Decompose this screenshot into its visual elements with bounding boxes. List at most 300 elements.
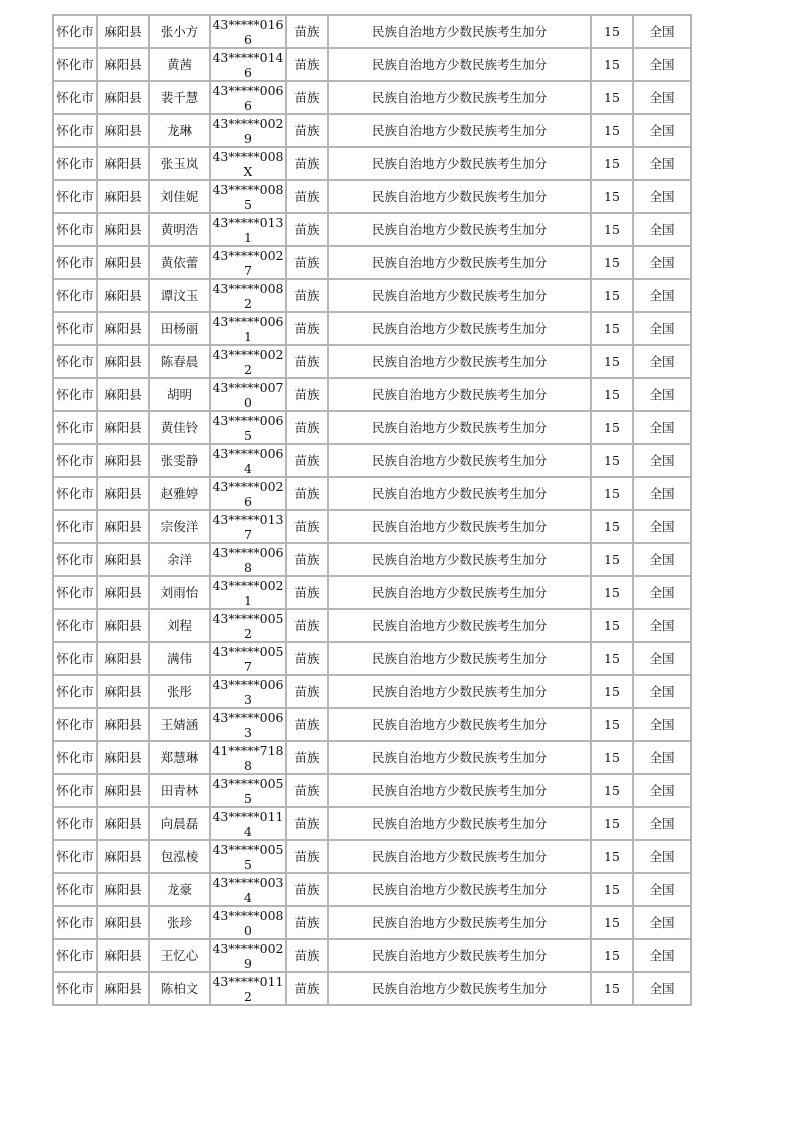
county-cell: 麻阳县 (97, 180, 149, 213)
table-row (53, 246, 691, 279)
city-cell: 怀化市 (53, 180, 97, 213)
scope-cell: 全国 (633, 378, 691, 411)
scope-cell: 全国 (633, 114, 691, 147)
bonus-category-cell: 民族自治地方少数民族考生加分 (328, 840, 591, 873)
bonus-points-cell: 15 (591, 477, 633, 510)
bonus-category-cell: 民族自治地方少数民族考生加分 (328, 213, 591, 246)
id-number-cell (210, 279, 286, 312)
city-cell: 怀化市 (53, 708, 97, 741)
ethnicity-cell: 苗族 (286, 345, 328, 378)
table-row (53, 147, 691, 180)
county-cell: 麻阳县 (97, 477, 149, 510)
table-row (53, 939, 691, 972)
name-cell: 陈柏文 (149, 972, 210, 1005)
id-number-last-digit: 7 (244, 526, 252, 542)
city-cell: 怀化市 (53, 906, 97, 939)
city-cell: 怀化市 (53, 411, 97, 444)
id-number-cell (210, 48, 286, 81)
city-cell: 怀化市 (53, 48, 97, 81)
bonus-points-cell: 15 (591, 774, 633, 807)
city-cell: 怀化市 (53, 345, 97, 378)
city-cell: 怀化市 (53, 939, 97, 972)
ethnicity-cell: 苗族 (286, 147, 328, 180)
id-number-cell (210, 642, 286, 675)
name-cell: 王婧涵 (149, 708, 210, 741)
bonus-category-cell: 民族自治地方少数民族考生加分 (328, 180, 591, 213)
county-cell: 麻阳县 (97, 213, 149, 246)
scope-cell: 全国 (633, 609, 691, 642)
bonus-category-cell: 民族自治地方少数民族考生加分 (328, 279, 591, 312)
county-cell: 麻阳县 (97, 741, 149, 774)
ethnicity-cell: 苗族 (286, 312, 328, 345)
city-cell: 怀化市 (53, 477, 97, 510)
id-number-part: 43*****011 (212, 973, 284, 989)
id-number-part: 43*****007 (212, 379, 284, 395)
id-number-cell (210, 180, 286, 213)
table-row (53, 378, 691, 411)
table-row (53, 444, 691, 477)
city-cell: 怀化市 (53, 147, 97, 180)
name-cell: 黄依蕾 (149, 246, 210, 279)
name-cell: 张小方 (149, 15, 210, 48)
name-cell: 向晨磊 (149, 807, 210, 840)
id-number-cell (210, 774, 286, 807)
bonus-points-cell: 15 (591, 411, 633, 444)
ethnicity-cell: 苗族 (286, 972, 328, 1005)
table-row (53, 213, 691, 246)
id-number-last-digit: 4 (244, 460, 252, 476)
bonus-category-cell: 民族自治地方少数民族考生加分 (328, 378, 591, 411)
name-cell: 龙琳 (149, 114, 210, 147)
scope-cell: 全国 (633, 873, 691, 906)
table-row (53, 741, 691, 774)
city-cell: 怀化市 (53, 378, 97, 411)
name-cell: 赵雅婷 (149, 477, 210, 510)
table-row (53, 114, 691, 147)
bonus-points-cell: 15 (591, 840, 633, 873)
id-number-part: 43*****006 (212, 412, 284, 428)
ethnicity-cell: 苗族 (286, 477, 328, 510)
name-cell: 满伟 (149, 642, 210, 675)
ethnicity-cell: 苗族 (286, 48, 328, 81)
bonus-points-cell: 15 (591, 345, 633, 378)
city-cell: 怀化市 (53, 807, 97, 840)
table-body (53, 15, 691, 1005)
scope-cell: 全国 (633, 411, 691, 444)
ethnicity-cell: 苗族 (286, 642, 328, 675)
id-number-last-digit: 5 (244, 790, 252, 806)
city-cell: 怀化市 (53, 246, 97, 279)
county-cell: 麻阳县 (97, 906, 149, 939)
table-row (53, 279, 691, 312)
scope-cell: 全国 (633, 312, 691, 345)
id-number-last-digit: 7 (244, 658, 252, 674)
county-cell: 麻阳县 (97, 279, 149, 312)
name-cell: 裴千慧 (149, 81, 210, 114)
bonus-points-cell: 15 (591, 642, 633, 675)
scope-cell: 全国 (633, 15, 691, 48)
ethnicity-cell: 苗族 (286, 906, 328, 939)
bonus-points-cell: 15 (591, 543, 633, 576)
bonus-points-cell: 15 (591, 48, 633, 81)
scope-cell: 全国 (633, 180, 691, 213)
city-cell: 怀化市 (53, 279, 97, 312)
table-row (53, 708, 691, 741)
bonus-points-cell: 15 (591, 15, 633, 48)
id-number-part: 43*****002 (212, 115, 284, 131)
id-number-part: 43*****008 (212, 907, 284, 923)
table-row (53, 477, 691, 510)
county-cell: 麻阳县 (97, 81, 149, 114)
id-number-part: 43*****016 (212, 16, 284, 32)
bonus-category-cell: 民族自治地方少数民族考生加分 (328, 81, 591, 114)
id-number-last-digit: 2 (244, 295, 252, 311)
county-cell: 麻阳县 (97, 609, 149, 642)
bonus-points-cell: 15 (591, 708, 633, 741)
id-number-cell (210, 609, 286, 642)
bonus-points-cell: 15 (591, 972, 633, 1005)
id-number-last-digit: 9 (244, 955, 252, 971)
ethnicity-cell: 苗族 (286, 543, 328, 576)
id-number-last-digit: X (243, 163, 253, 179)
id-number-part: 43*****005 (212, 610, 284, 626)
bonus-points-cell: 15 (591, 609, 633, 642)
id-number-last-digit: 5 (244, 196, 252, 212)
id-number-part: 43*****006 (212, 445, 284, 461)
scope-cell: 全国 (633, 510, 691, 543)
id-number-last-digit: 1 (244, 592, 252, 608)
id-number-part: 43*****013 (212, 214, 284, 230)
ethnicity-cell: 苗族 (286, 774, 328, 807)
id-number-cell (210, 477, 286, 510)
ethnicity-cell: 苗族 (286, 576, 328, 609)
ethnicity-cell: 苗族 (286, 444, 328, 477)
id-number-cell (210, 807, 286, 840)
id-number-last-digit: 2 (244, 988, 252, 1004)
bonus-category-cell: 民族自治地方少数民族考生加分 (328, 873, 591, 906)
name-cell: 郑慧琳 (149, 741, 210, 774)
city-cell: 怀化市 (53, 213, 97, 246)
id-number-cell (210, 147, 286, 180)
id-number-part: 43*****005 (212, 643, 284, 659)
bonus-category-cell: 民族自治地方少数民族考生加分 (328, 510, 591, 543)
id-number-last-digit: 4 (244, 889, 252, 905)
id-number-part: 43*****003 (212, 874, 284, 890)
id-number-part: 43*****002 (212, 247, 284, 263)
city-cell: 怀化市 (53, 510, 97, 543)
name-cell: 刘佳妮 (149, 180, 210, 213)
name-cell: 刘雨怡 (149, 576, 210, 609)
table-row (53, 48, 691, 81)
bonus-points-cell: 15 (591, 279, 633, 312)
bonus-category-cell: 民族自治地方少数民族考生加分 (328, 675, 591, 708)
ethnicity-cell: 苗族 (286, 741, 328, 774)
scope-cell: 全国 (633, 279, 691, 312)
name-cell: 黄佳铃 (149, 411, 210, 444)
county-cell: 麻阳县 (97, 576, 149, 609)
city-cell: 怀化市 (53, 81, 97, 114)
bonus-points-cell: 15 (591, 939, 633, 972)
id-number-cell (210, 114, 286, 147)
name-cell: 宗俊洋 (149, 510, 210, 543)
ethnicity-cell: 苗族 (286, 15, 328, 48)
table-row (53, 180, 691, 213)
table-row (53, 675, 691, 708)
name-cell: 谭汶玉 (149, 279, 210, 312)
id-number-last-digit: 6 (244, 31, 252, 47)
city-cell: 怀化市 (53, 444, 97, 477)
id-number-part: 43*****005 (212, 841, 284, 857)
county-cell: 麻阳县 (97, 939, 149, 972)
bonus-points-cell: 15 (591, 510, 633, 543)
bonus-category-cell: 民族自治地方少数民族考生加分 (328, 444, 591, 477)
id-number-part: 43*****013 (212, 511, 284, 527)
id-number-cell (210, 939, 286, 972)
county-cell: 麻阳县 (97, 873, 149, 906)
county-cell: 麻阳县 (97, 774, 149, 807)
bonus-category-cell: 民族自治地方少数民族考生加分 (328, 741, 591, 774)
table-row (53, 510, 691, 543)
ethnicity-cell: 苗族 (286, 279, 328, 312)
table-row (53, 543, 691, 576)
id-number-cell (210, 213, 286, 246)
city-cell: 怀化市 (53, 15, 97, 48)
table-row (53, 411, 691, 444)
bonus-points-cell: 15 (591, 444, 633, 477)
scope-cell: 全国 (633, 906, 691, 939)
id-number-last-digit: 0 (244, 922, 252, 938)
id-number-last-digit: 6 (244, 64, 252, 80)
id-number-last-digit: 3 (244, 691, 252, 707)
name-cell: 黄明浩 (149, 213, 210, 246)
id-number-part: 43*****006 (212, 313, 284, 329)
bonus-category-cell: 民族自治地方少数民族考生加分 (328, 15, 591, 48)
county-cell: 麻阳县 (97, 345, 149, 378)
county-cell: 麻阳县 (97, 510, 149, 543)
bonus-points-cell: 15 (591, 576, 633, 609)
ethnicity-cell: 苗族 (286, 840, 328, 873)
id-number-last-digit: 3 (244, 724, 252, 740)
id-number-part: 43*****002 (212, 577, 284, 593)
bonus-points-cell: 15 (591, 213, 633, 246)
scope-cell: 全国 (633, 675, 691, 708)
id-number-cell (210, 741, 286, 774)
ethnicity-cell: 苗族 (286, 675, 328, 708)
name-cell: 田青林 (149, 774, 210, 807)
bonus-points-cell: 15 (591, 906, 633, 939)
county-cell: 麻阳县 (97, 147, 149, 180)
table-row (53, 840, 691, 873)
id-number-part: 43*****005 (212, 775, 284, 791)
scope-cell: 全国 (633, 939, 691, 972)
ethnicity-cell: 苗族 (286, 807, 328, 840)
name-cell: 包泓棱 (149, 840, 210, 873)
bonus-category-cell: 民族自治地方少数民族考生加分 (328, 246, 591, 279)
bonus-points-cell: 15 (591, 378, 633, 411)
id-number-part: 43*****008 (212, 181, 284, 197)
scope-cell: 全国 (633, 642, 691, 675)
id-number-cell (210, 576, 286, 609)
city-cell: 怀化市 (53, 840, 97, 873)
id-number-part: 43*****014 (212, 49, 284, 65)
scope-cell: 全国 (633, 147, 691, 180)
id-number-last-digit: 8 (244, 757, 252, 773)
table-row (53, 642, 691, 675)
ethnicity-cell: 苗族 (286, 939, 328, 972)
county-cell: 麻阳县 (97, 840, 149, 873)
ethnicity-cell: 苗族 (286, 510, 328, 543)
scope-cell: 全国 (633, 477, 691, 510)
ethnicity-cell: 苗族 (286, 873, 328, 906)
county-cell: 麻阳县 (97, 378, 149, 411)
id-number-cell (210, 972, 286, 1005)
city-cell: 怀化市 (53, 675, 97, 708)
id-number-part: 43*****006 (212, 709, 284, 725)
ethnicity-cell: 苗族 (286, 180, 328, 213)
name-cell: 黄茜 (149, 48, 210, 81)
table-row (53, 906, 691, 939)
county-cell: 麻阳县 (97, 246, 149, 279)
name-cell: 陈春晨 (149, 345, 210, 378)
ethnicity-cell: 苗族 (286, 81, 328, 114)
county-cell: 麻阳县 (97, 48, 149, 81)
county-cell: 麻阳县 (97, 675, 149, 708)
id-number-cell (210, 378, 286, 411)
city-cell: 怀化市 (53, 741, 97, 774)
scope-cell: 全国 (633, 807, 691, 840)
name-cell: 余洋 (149, 543, 210, 576)
bonus-category-cell: 民族自治地方少数民族考生加分 (328, 807, 591, 840)
name-cell: 龙豪 (149, 873, 210, 906)
bonus-category-cell: 民族自治地方少数民族考生加分 (328, 609, 591, 642)
name-cell: 田杨丽 (149, 312, 210, 345)
id-number-part: 43*****008 (212, 148, 284, 164)
county-cell: 麻阳县 (97, 312, 149, 345)
bonus-category-cell: 民族自治地方少数民族考生加分 (328, 345, 591, 378)
id-number-part: 43*****008 (212, 280, 284, 296)
id-number-last-digit: 6 (244, 493, 252, 509)
id-number-last-digit: 1 (244, 229, 252, 245)
name-cell: 张玉岚 (149, 147, 210, 180)
id-number-last-digit: 0 (244, 394, 252, 410)
table-row (53, 972, 691, 1005)
bonus-category-cell: 民族自治地方少数民族考生加分 (328, 543, 591, 576)
table-row (53, 312, 691, 345)
county-cell: 麻阳县 (97, 543, 149, 576)
scope-cell: 全国 (633, 972, 691, 1005)
bonus-category-cell: 民族自治地方少数民族考生加分 (328, 411, 591, 444)
id-number-cell (210, 444, 286, 477)
bonus-points-cell: 15 (591, 81, 633, 114)
name-cell: 刘程 (149, 609, 210, 642)
scope-cell: 全国 (633, 81, 691, 114)
id-number-part: 43*****002 (212, 346, 284, 362)
bonus-points-cell: 15 (591, 312, 633, 345)
bonus-points-cell: 15 (591, 147, 633, 180)
id-number-last-digit: 2 (244, 361, 252, 377)
county-cell: 麻阳县 (97, 642, 149, 675)
id-number-last-digit: 5 (244, 427, 252, 443)
county-cell: 麻阳县 (97, 444, 149, 477)
id-number-last-digit: 6 (244, 97, 252, 113)
county-cell: 麻阳县 (97, 972, 149, 1005)
ethnicity-cell: 苗族 (286, 708, 328, 741)
scope-cell: 全国 (633, 213, 691, 246)
id-number-part: 43*****006 (212, 82, 284, 98)
ethnicity-cell: 苗族 (286, 246, 328, 279)
ethnicity-cell: 苗族 (286, 378, 328, 411)
bonus-category-cell: 民族自治地方少数民族考生加分 (328, 48, 591, 81)
bonus-category-cell: 民族自治地方少数民族考生加分 (328, 708, 591, 741)
bonus-points-cell: 15 (591, 246, 633, 279)
city-cell: 怀化市 (53, 609, 97, 642)
id-number-cell (210, 708, 286, 741)
table-row (53, 345, 691, 378)
scope-cell: 全国 (633, 708, 691, 741)
name-cell: 胡明 (149, 378, 210, 411)
bonus-category-cell: 民族自治地方少数民族考生加分 (328, 576, 591, 609)
id-number-last-digit: 5 (244, 856, 252, 872)
table-row (53, 774, 691, 807)
id-number-part: 41*****718 (212, 742, 284, 758)
id-number-part: 43*****006 (212, 544, 284, 560)
bonus-points-table (52, 14, 692, 1006)
scope-cell: 全国 (633, 576, 691, 609)
table-row (53, 609, 691, 642)
bonus-category-cell: 民族自治地方少数民族考生加分 (328, 477, 591, 510)
id-number-cell (210, 873, 286, 906)
name-cell: 张彤 (149, 675, 210, 708)
name-cell: 张珍 (149, 906, 210, 939)
bonus-category-cell: 民族自治地方少数民族考生加分 (328, 147, 591, 180)
id-number-last-digit: 2 (244, 625, 252, 641)
bonus-category-cell: 民族自治地方少数民族考生加分 (328, 906, 591, 939)
scope-cell: 全国 (633, 543, 691, 576)
id-number-part: 43*****002 (212, 940, 284, 956)
ethnicity-cell: 苗族 (286, 213, 328, 246)
city-cell: 怀化市 (53, 576, 97, 609)
city-cell: 怀化市 (53, 312, 97, 345)
bonus-points-cell: 15 (591, 873, 633, 906)
bonus-category-cell: 民族自治地方少数民族考生加分 (328, 114, 591, 147)
ethnicity-cell: 苗族 (286, 609, 328, 642)
ethnicity-cell: 苗族 (286, 114, 328, 147)
scope-cell: 全国 (633, 774, 691, 807)
name-cell: 张雯静 (149, 444, 210, 477)
city-cell: 怀化市 (53, 543, 97, 576)
bonus-points-cell: 15 (591, 741, 633, 774)
bonus-category-cell: 民族自治地方少数民族考生加分 (328, 939, 591, 972)
county-cell: 麻阳县 (97, 807, 149, 840)
scope-cell: 全国 (633, 246, 691, 279)
bonus-category-cell: 民族自治地方少数民族考生加分 (328, 642, 591, 675)
city-cell: 怀化市 (53, 114, 97, 147)
id-number-cell (210, 543, 286, 576)
scope-cell: 全国 (633, 741, 691, 774)
scope-cell: 全国 (633, 345, 691, 378)
city-cell: 怀化市 (53, 873, 97, 906)
id-number-cell (210, 840, 286, 873)
id-number-part: 43*****002 (212, 478, 284, 494)
id-number-cell (210, 246, 286, 279)
county-cell: 麻阳县 (97, 114, 149, 147)
name-cell: 王忆心 (149, 939, 210, 972)
table-row (53, 81, 691, 114)
scope-cell: 全国 (633, 840, 691, 873)
county-cell: 麻阳县 (97, 708, 149, 741)
id-number-last-digit: 4 (244, 823, 252, 839)
table-row (53, 576, 691, 609)
